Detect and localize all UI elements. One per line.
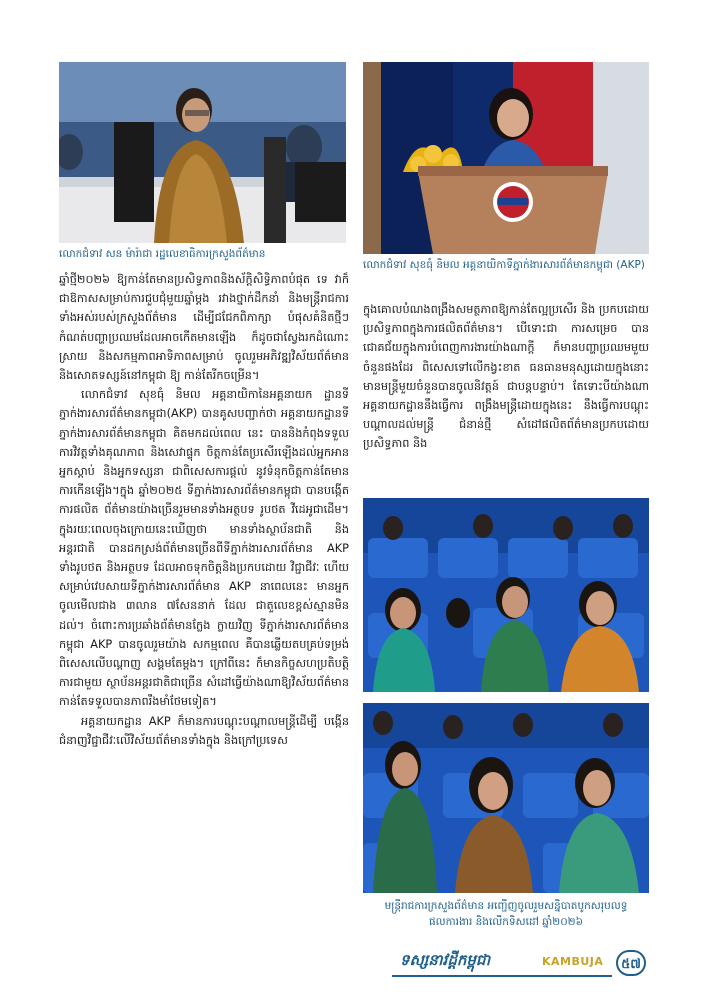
article-left-column: [59, 270, 349, 960]
footer-divider: [392, 975, 612, 977]
photo-official-seated: [59, 62, 346, 243]
article-right-column: [363, 300, 649, 490]
article-paragraph: ក្នុងគោលបំណងពង្រឹងសមត្ថភាពឱ្យកាន់តែល្អប្រសើរ និង ប្រកបដោយប្រសិទ្ធភាពក្នុងការផលិតព័ត៌មាន។ បើទោះជា ការសម្រេច បានជោគជ័យក្នុងការបំពេញការងារយ៉ាងណាក្តី ក៏មានបញ្ហាប្រឈមមួយចំនួនផងដែរ ពិសេសទៅលើកង្វះខាត ធនធានមនុស្សដោយក្នុងនោះមានមន្ត្រីមួយចំនួនបានចូលនិវត្តន៍ ជាបន្តបន្ទាប់។ តែទោះបីយ៉ាងណា អគ្គនាយកដ្ឋាននឹងធ្វើការ ពង្រឹងមន្ត្រីដោយក្នុងនេះ នឹងធ្វើការបណ្តុះបណ្តាលដល់មន្ត្រី ជំនាន់ថ្មី សំដៅផលិតព័ត៌មានប្រកបដោយប្រសិទ្ធភាព និង: [363, 303, 649, 451]
photo-caption-audience: មន្ត្រីរាជការក្រសួងព័ត៌មាន អញ្ជើញចូលរួមសន្និបាតបូកសរុបលទ្ធផលការងារ និងលើកទិសដៅ ឆ្នាំ២០២៦: [384, 900, 628, 928]
photo-audience-1: [363, 498, 649, 692]
photo-audience-2: [363, 703, 649, 893]
page-number: ៥៧: [616, 950, 646, 976]
magazine-name-english: KAMBUJA: [542, 955, 604, 968]
photo-speaker-podium: [363, 62, 649, 254]
photo-caption-official: លោកជំទាវ សន ម៉ារ៉ាជា រដ្ឋលេខាធិការក្រសួងព័ត៌មាន: [59, 248, 266, 260]
article-paragraph: ឆ្នាំថ្មី២០២៦ ឱ្យកាន់តែមានប្រសិទ្ធភាពនិងស័ក្តិសិទ្ធិភាពបំផុត ទេ វាក៏ជាឱកាសសម្រាប់ការជួបជុំមួយឆ្នាំម្ដង រវាងថ្នាក់ដឹកនាំ និងមន្ត្រីរាជការទាំងអស់របស់ក្រសួងព័ត៌មាន ដើម្បីជជែកពិភាក្សា បំផុសគំនិតថ្មីៗ កំណត់បញ្ហាប្រឈមដែលអាចកើតមានឡើង ក៏ដូចជាស្វែងរកដំណោះស្រាយ និងសកម្មភាពអាទិភាពសម្រាប់ ចូលរួមអភិវឌ្ឍវិស័យព័ត៌មាន និងសោតទស្សន៍នៅកម្ពុជា ឱ្យ កាន់តែរីកចម្រើន។: [59, 273, 349, 383]
article-paragraph: អគ្គនាយកដ្ឋាន AKP ក៏មានការបណ្តុះបណ្តាលមន្ត្រីដើម្បី បង្កើនជំនាញវិជ្ជាជីវៈលើវិស័យព័ត៌មានទាំងក្នុង និងក្រៅប្រទេស: [59, 714, 349, 747]
magazine-name-khmer: ទស្សនាវដ្តីកម្ពុជា: [400, 951, 491, 969]
article-paragraph: លោកជំទាវ សុខធុំ និមល អគ្គនាយិកានៃអគ្គនាយក ដ្ឋានទីភ្នាក់ងារសារព័ត៌មានកម្ពុជា(AKP) បានគូសបញ្ជាក់ថា អគ្គនាយកដ្ឋានទីភ្នាក់ងារសារព័ត៌មានកម្ពុជា គិតមកដល់ពេល នេះ បាននិងកំពុងទទួលការវិវត្តទាំងគុណភាព និងសេវាផ្ទុក ចិត្តកាន់តែប្រសើរឡើងដល់អ្នកអាន អ្នកស្តាប់ និងអ្នកទស្សនា ជាពិសេសការផ្តល់ នូវទំនុកចិត្តកាន់តែមានការកើនឡើង។ក្នុង ឆ្នាំ២០២៥ ទីភ្នាក់ងារសារព័ត៌មានកម្ពុជា បានបង្កើតការផលិត ព័ត៌មានយ៉ាងច្រើនរួមមានទាំងអត្ថបទ រូបថត វីដេអូជាដើម។ ក្នុងរយៈពេលចុងក្រោយនេះឃើញថា មានទាំងស្ថាប័នជាតិ និង អន្តរជាតិ បានដកស្រង់ព័ត៌មានច្រើនពីទីភ្នាក់ងារសារព័ត៌មាន AKP ទាំងរូបថត និងអត្ថបទ ដែលអាចទុកចិត្តនិងប្រកបដោយ វិជ្ជាជីវៈ ហើយសម្រាប់វេបសាយទីភ្នាក់ងារសារព័ត៌មាន AKP នាពេលនេះ មានអ្នកចូលមើលជាង ៣លាន ៧សែននាក់ ដែល ជាតួលេខខ្ពស់ស្មានមិនដល់។ ចំពោះការប្រឆាំងព័ត៌មានក្លែង ក្លាយវិញ ទីភ្នាក់ងារសារព័ត៌មានកម្ពុជា AKP បានចូលរួមយ៉ាង សកម្មពេល គឺបានឆ្លើយតបគ្រប់ទម្រង់ ពិសេសលើបណ្តាញ សង្គមតែម្តង។ ក្រៅពីនេះ ក៏មានកិច្ចសហប្រតិបត្តិការជាមួយ ស្ថាប័នអន្តរជាតិជាច្រើន សំដៅធ្វើយ៉ាងណាឱ្យវិស័យព័ត៌មាន កាន់តែទទួលបានភាពរឹងមាំថែមទៀត។: [59, 388, 349, 709]
page-footer: [392, 951, 654, 975]
photo-caption-speaker: លោកជំទាវ សុខធុំ និមល អគ្គនាយិកាទីភ្នាក់ងារសារព័ត៌មានកម្ពុជា (AKP): [363, 259, 645, 271]
